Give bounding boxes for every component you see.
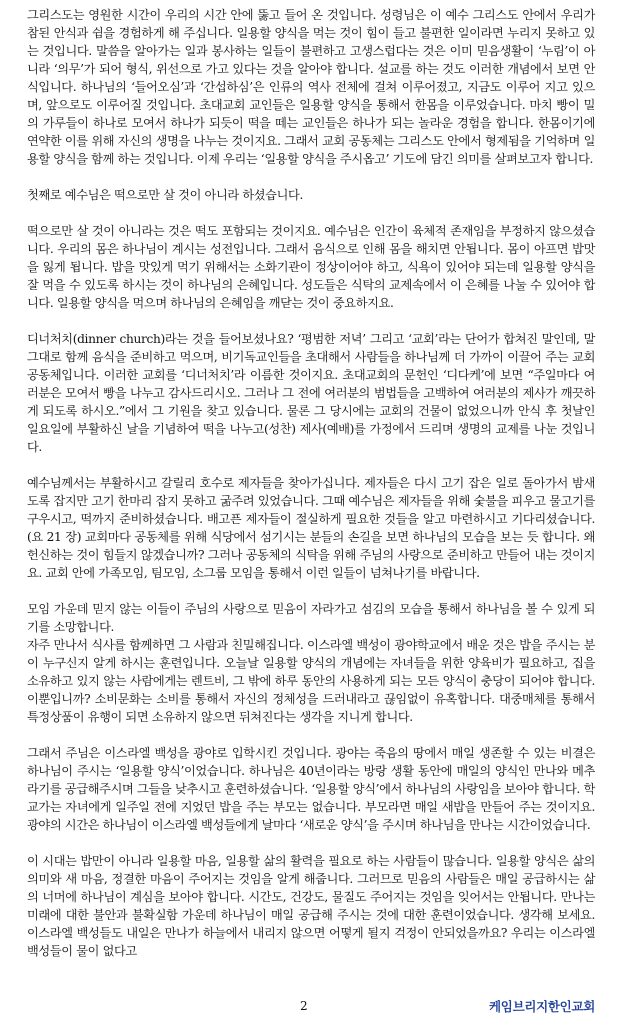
paragraph-7: 자주 만나서 식사를 함께하면 그 사람과 친밀해집니다. 이스라엘 백성이 광야학교에서 배운 것은 밥을 주시는 분이 누구신지 알게 하시는 훈련입니다. 오늘날 일용할 양식의 개념에는 자녀들을 위한 양육비가 필요하고, 집을 소유하고 있지 않는 사람에게는 렌트비, 그 밖에 하루 동안의 사용하게 되는 모든 양식이 충당이 되어야 합니다. 이뿐입니까? 소비문화는 소비를 통해서 자신의 정체성을 드러내라고 끊임없이 유혹합니다. 대중매체를 통해서 특정상품이 유행이 되면 소유하지 않으면 뒤쳐진다는 생각을 지니게 합니다.	[27, 638, 595, 724]
paragraph-6: 모임 가운데 믿지 않는 이들이 주님의 사랑으로 믿음이 자라가고 섬김의 모습을 통해서 하나님을 볼 수 있게 되기를 소망합니다.	[27, 602, 595, 634]
document-body	[27, 6, 595, 978]
paragraph-4: 디너처치(dinner church)라는 것을 들어보셨나요? ‘평범한 저녁’ 그리고 ‘교회’라는 단어가 합쳐진 말인데, 말 그대로 함께 음식을 준비하고 먹으며, 비기독교인들을 초대해서 사람들을 하나님께 더 가까이 이끌어 주는 교회 공동체입니다. 이러한 교회를 ‘디너처치’라 이름한 것이지요. 초대교회의 문헌인 ‘디다케’에 보면 “주일마다 여러분은 모여서 빵을 나누고 감사드리시오. 그러나 그 전에 여러분의 범법들을 고백하여 여러분의 제사가 깨끗하게 되도록 하시오.”에서 그 기원을 찾고 있습니다. 물론 그 당시에는 교회의 건물이 없었으니까 안식 후 첫날인 일요일에 부활하신 날을 기념하여 떡을 나누고(성찬) 제사(예배)를 가정에서 드리며 생명의 교제를 나눈 것입니다.	[27, 332, 595, 454]
paragraph-9: 이 시대는 밥만이 아니라 일용할 마음, 일용할 삶의 활력을 필요로 하는 사람들이 많습니다. 일용할 양식은 삶의 의미와 새 마음, 정결한 마음이 주어지는 것임을 알게 해줍니다. 그러므로 믿음의 사람들은 매일 공급하시는 삶의 너머에 하나님이 계심을 보아야 합니다. 시간도, 건강도, 물질도 주어지는 것임을 잊어서는 안됩니다. 만나는 미래에 대한 불안과 불확실함 가운데 하나님이 매일 공급해 주시는 것에 대한 훈련이었습니다. 생각해 보세요. 이스라엘 백성들도 내일은 만나가 하늘에서 내리지 않으면 어떻게 될지 걱정이 안되었을까요? 우리는 이스라엘 백성들이 물이 없다고	[27, 854, 595, 958]
paragraph-5: 예수님께서는 부활하시고 갈릴리 호수로 제자들을 찾아가십니다. 제자들은 다시 고기 잡은 일로 돌아가서 밤새도록 잡지만 고기 한마리 잡지 못하고 굶주려 있었습니다. 그때 예수님은 제자들을 위해 숯불을 피우고 물고기를 구우시고, 떡까지 준비하셨습니다. 배고픈 제자들이 절실하게 필요한 것들을 알고 마련하시고 기다리셨습니다.(요 21 장) 교회마다 공동체를 위해 식당에서 섬기시는 분들의 손길을 보면 하나님의 모습을 보는 듯 합니다. 왜 헌신하는 것이 힘들지 않겠습니까? 그러나 공동체의 식탁을 위해 주님의 사랑으로 준비하고 만들어 내는 것이지요. 교회 안에 가족모임, 팀모임, 소그룹 모임을 통해서 이런 일들이 넘쳐나기를 바랍니다.	[27, 476, 595, 580]
paragraph-8: 그래서 주님은 이스라엘 백성을 광야로 입학시킨 것입니다. 광야는 죽음의 땅에서 매일 생존할 수 있는 비결은 하나님이 주시는 ‘일용할 양식’이었습니다. 하나님은 40년이라는 방랑 생활 동안에 매일의 양식인 만나와 메추라기를 공급해주시며 그들을 낮추시고 훈련하셨습니다. ‘일용할 양식’에서 하나님의 사랑임을 보아야 합니다. 학교가는 자녀에게 일주일 전에 지었던 밥을 주는 부모는 없습니다. 부모라면 매일 새밥을 만들어 주는 것이지요. 광야의 시간은 하나님이 이스라엘 백성들에게 날마다 ‘새로운 양식’을 주시며 하나님을 만나는 시간이었습니다.	[27, 746, 595, 832]
church-name: 케임브리지한인교회	[489, 999, 595, 1014]
paragraph-2: 첫째로 예수님은 떡으로만 살 것이 아니라 하셨습니다.	[27, 188, 303, 202]
page-number: 2	[300, 999, 308, 1013]
paragraph-1: 그리스도는 영원한 시간이 우리의 시간 안에 뚫고 들어 온 것입니다. 성령님은 이 예수 그리스도 안에서 우리가 참된 안식과 쉼을 경험하게 해 주십니다. 일용할 양식을 먹는 것이 힘이 들고 불편한 일이라면 누리지 못하고 있는 것입니다. 말씀을 알아가는 일과 봉사하는 일들이 불편하고 고생스럽다는 것은 이미 믿음생활이 ‘누림’이 아니라 ‘의무’가 되어 형식, 위선으로 가고 있다는 것을 알아야 합니다. 설교를 하는 것도 이러한 개념에서 보면 안식입니다. 하나님의 ‘들어오심’과 ‘간섭하심’은 인류의 역사 전체에 걸쳐 이루어졌고, 지금도 이루어 지고 있으며, 앞으로도 이루어질 것입니다. 초대교회 교인들은 일용할 양식을 통해서 한몸을 이루었습니다. 마치 빵이 밀의 가루들이 하나로 모여서 하나가 되듯이 떡을 떼는 교인들은 하나가 되는 놀라운 경험을 합니다. 한몸이기에 연약한 이를 위해 자신의 생명을 나누는 것이지요. 그래서 교회 공동체는 그리스도 안에서 형제됨을 기억하며 일용할 양식을 함께 하는 것입니다. 이제 우리는 ‘일용할 양식을 주시옵고’ 기도에 담긴 의미를 살펴보고자 합니다.	[27, 8, 595, 166]
paragraph-3: 떡으로만 살 것이 아니라는 것은 떡도 포함되는 것이지요. 예수님은 인간이 육체적 존재임을 부정하지 않으셨습니다. 우리의 몸은 하나님이 계시는 성전입니다. 그래서 음식으로 인해 몸을 해치면 안됩니다. 몸이 아프면 밥맛을 잃게 됩니다. 밥을 맛있게 먹기 위해서는 소화기관이 정상이어야 하고, 식욕이 있어야 되는데 일용할 양식을 잘 먹을 수 있도록 하시는 것이 하나님의 은혜입니다. 성도들은 식탁의 교제속에서 이 은혜를 나눌 수 있어야 합니다. 일용할 양식을 먹으며 하나님의 은혜임을 깨닫는 것이 중요하지요.	[27, 224, 595, 310]
